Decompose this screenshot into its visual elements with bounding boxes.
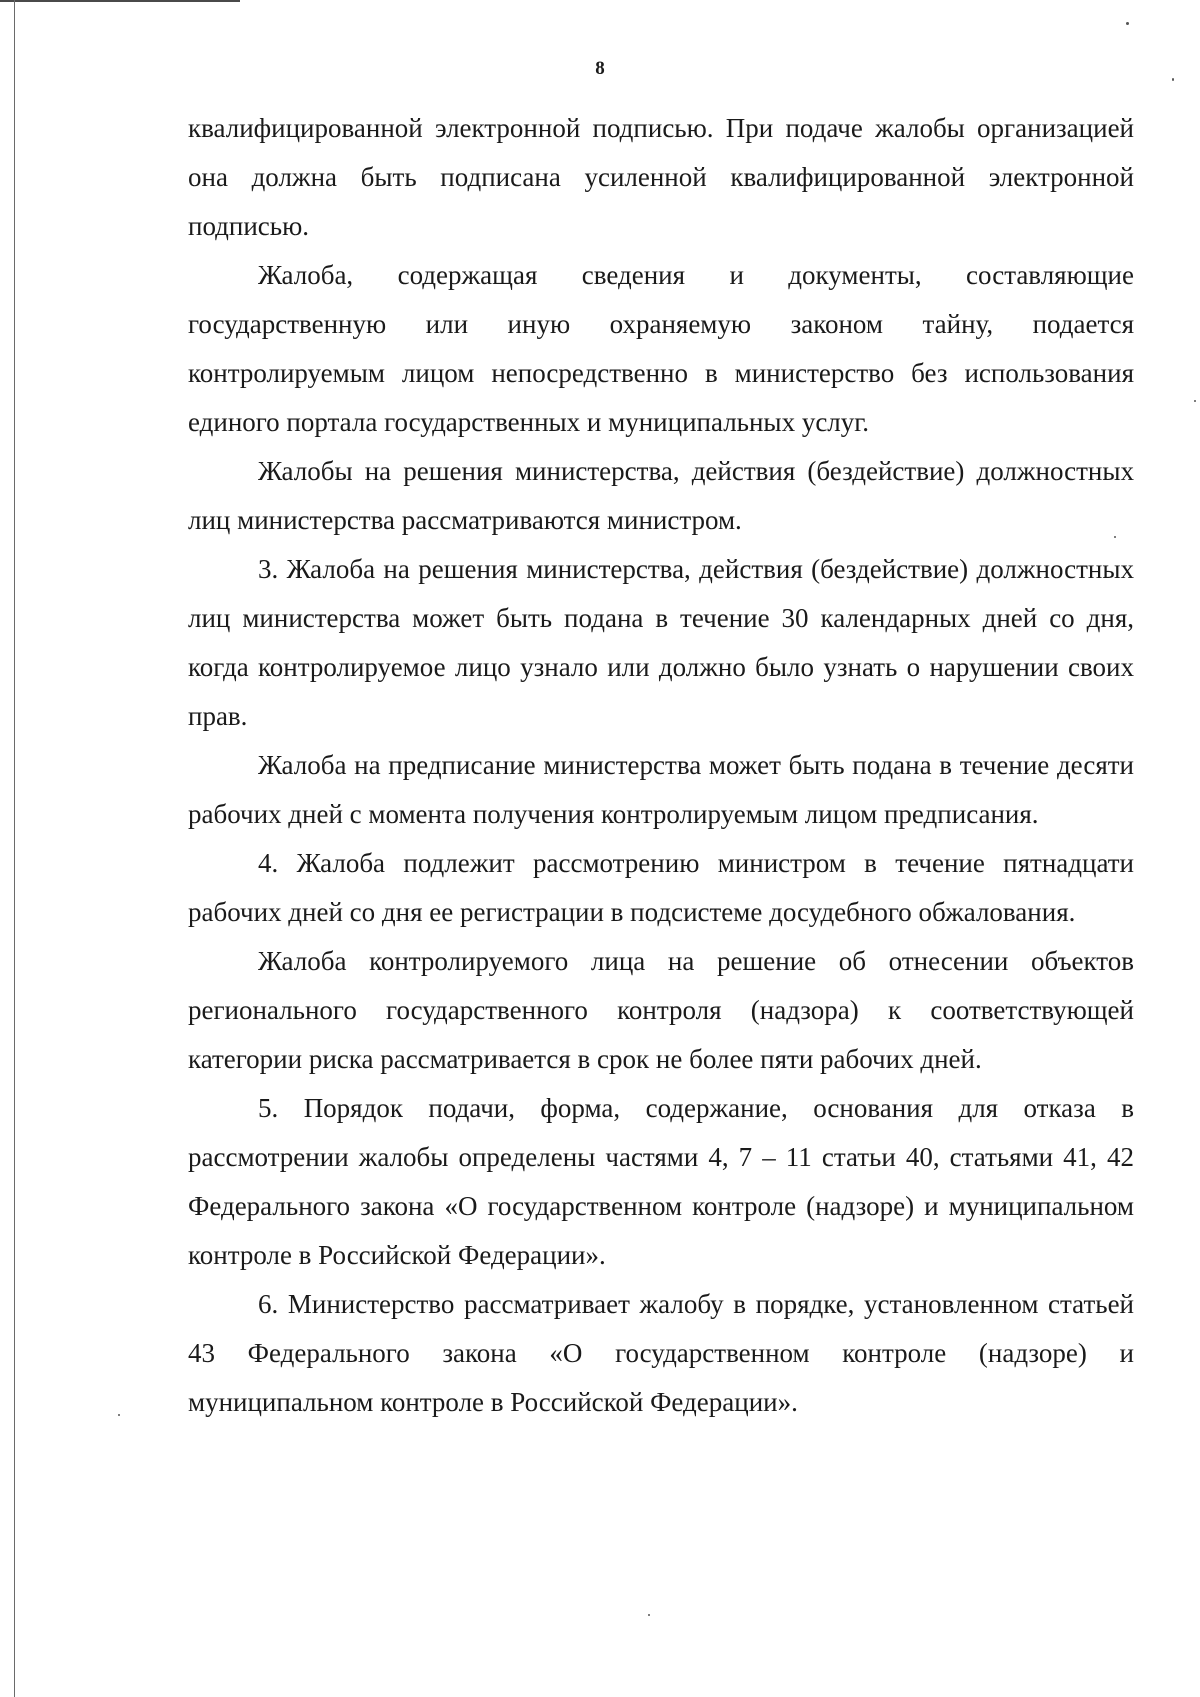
paragraph-5: Жалоба на предписание министерства может быть подана в течение десяти рабочих дней с момента получения контролируемым лицом предписания. <box>188 750 1134 829</box>
document-body <box>188 104 1134 1427</box>
scan-edge-left <box>14 0 15 1697</box>
scan-speck <box>1172 78 1174 81</box>
paragraph-8: 5. Порядок подачи, форма, содержание, основания для отказа в рассмотрении жалобы определены частями 4, 7 – 11 статьи 40, статьями 41, 42 Федерального закона «О государственном контроле (надзоре) и муниципальном контроле в Российской Федерации». <box>188 1093 1134 1270</box>
paragraph-4: 3. Жалоба на решения министерства, действия (бездействие) должностных лиц министерства может быть подана в течение 30 календарных дней со дня, когда контролируемое лицо узнало или должно было узнать о нарушении своих прав. <box>188 554 1134 731</box>
page-number: 8 <box>595 58 605 79</box>
paragraph-7: Жалоба контролируемого лица на решение об отнесении объектов регионального государственного контроля (надзора) к соответствующей категории риска рассматривается в срок не более пяти рабочих дней. <box>188 946 1134 1074</box>
paragraph-6: 4. Жалоба подлежит рассмотрению министром в течение пятнадцати рабочих дней со дня ее регистрации в подсистеме досудебного обжалования. <box>188 848 1134 927</box>
paragraph-1: квалифицированной электронной подписью. При подаче жалобы организацией она должна быть подписана усиленной квалифицированной электронной подписью. <box>188 113 1134 241</box>
paragraph-2: Жалоба, содержащая сведения и документы, составляющие государственную или иную охраняемую законом тайну, подается контролируемым лицом непосредственно в министерство без использования единого портала государственных и муниципальных услуг. <box>188 260 1134 437</box>
paragraph-9: 6. Министерство рассматривает жалобу в порядке, установленном статьей 43 Федерального закона «О государственном контроле (надзоре) и муниципальном контроле в Российской Федерации». <box>188 1289 1134 1417</box>
scan-edge-top <box>0 0 240 2</box>
scan-speck <box>118 1414 120 1416</box>
scan-speck <box>1114 536 1116 538</box>
paragraph-3: Жалобы на решения министерства, действия (бездействие) должностных лиц министерства рассматриваются министром. <box>188 456 1134 535</box>
scan-speck <box>648 1614 650 1616</box>
scan-speck <box>1126 22 1129 25</box>
scan-speck <box>1194 400 1196 402</box>
